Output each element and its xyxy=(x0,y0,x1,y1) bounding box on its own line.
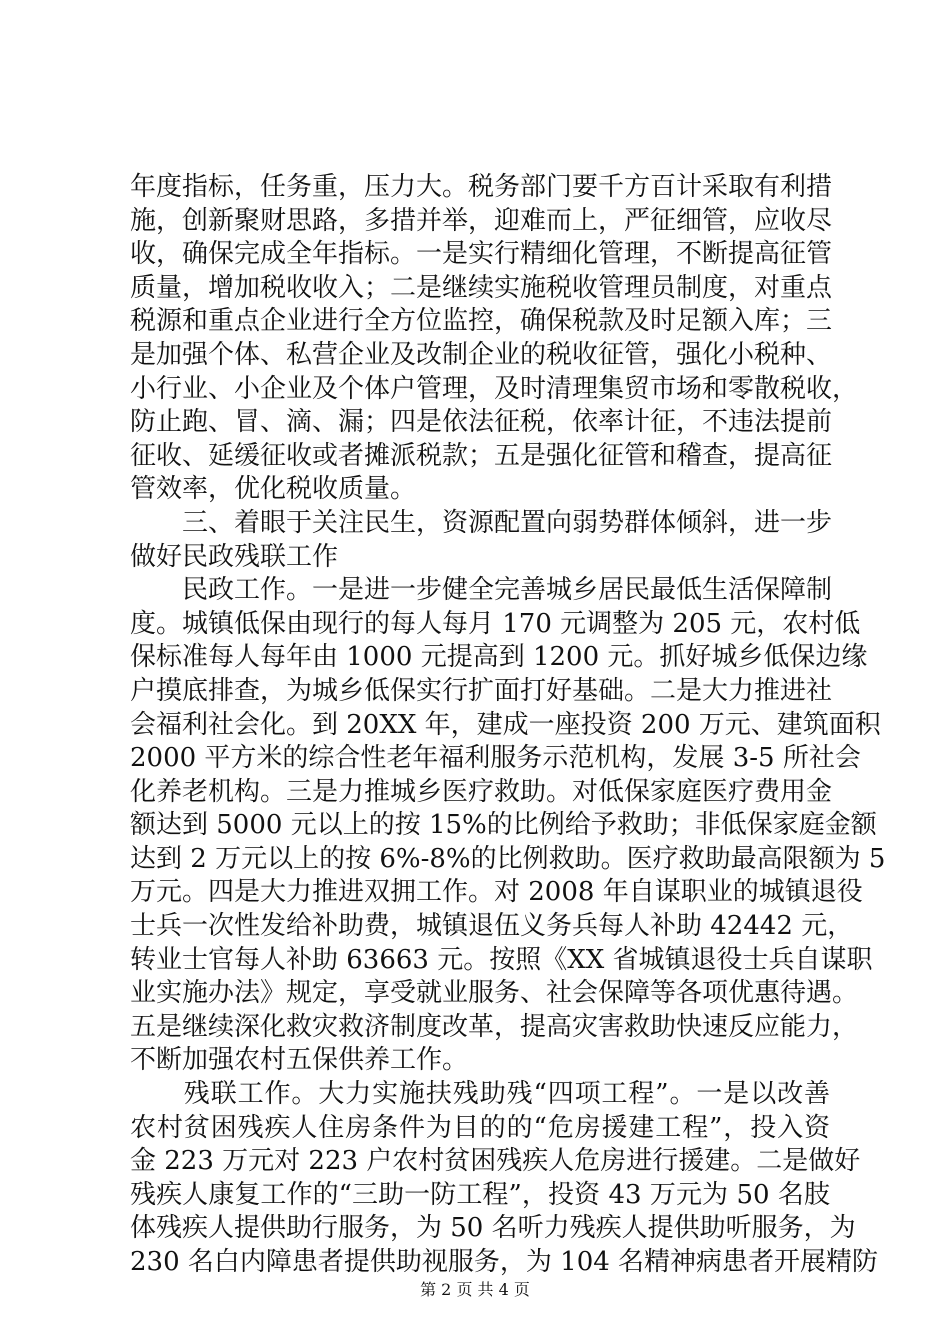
paragraph-civil-affairs xyxy=(130,574,886,1078)
text-line: 达到 2 万元以上的按 6%-8%的比例救助。医疗救助最高限额为 5 xyxy=(130,843,886,874)
text-line: 残联工作。大力实施扶残助残“四项工程”。一是以改善 xyxy=(130,1079,830,1110)
text-line: 施，创新聚财思路，多措并举，迎难而上，严征细管，应收尽 xyxy=(130,205,833,236)
paragraph-tax-continued xyxy=(130,171,859,507)
text-line: 年度指标，任务重，压力大。税务部门要千方百计采取有利措 xyxy=(130,172,833,202)
text-line: 五是继续深化救灾救济制度改革，提高灾害救助快速反应能力， xyxy=(130,1011,859,1042)
text-line: 转业士官每人补助 63663 元。按照《XX 省城镇退役士兵自谋职 xyxy=(130,944,873,975)
text-line: 体残疾人提供助行服务，为 50 名听力残疾人提供助听服务，为 xyxy=(130,1213,856,1244)
text-line: 士兵一次性发给补助费，城镇退伍义务兵每人补助 42442 元， xyxy=(130,911,854,942)
text-line: 防止跑、冒、滴、漏；四是依法征税，依率计征，不违法提前 xyxy=(130,407,833,438)
text-line: 额达到 5000 元以上的按 15%的比例给予救助；非低保家庭金额 xyxy=(130,810,877,841)
text-line: 230 名白内障患者提供助视服务，为 104 名精神病患者开展精防 xyxy=(130,1247,879,1277)
text-line: 业实施办法》规定，享受就业服务、社会保障等各项优惠待遇。 xyxy=(130,978,859,1009)
document-body xyxy=(130,171,886,1280)
heading-line: 做好民政残联工作 xyxy=(130,541,339,572)
text-line: 民政工作。一是进一步健全完善城乡居民最低生活保障制 xyxy=(130,575,833,606)
text-line: 化养老机构。三是力推城乡医疗救助。对低保家庭医疗费用金 xyxy=(130,776,833,807)
text-line: 收，确保完成全年指标。一是实行精细化管理，不断提高征管 xyxy=(130,239,833,270)
heading-line: 三、着眼于关注民生，资源配置向弱势群体倾斜，进一步 xyxy=(130,507,833,538)
text-line: 万元。四是大力推进双拥工作。对 2008 年自谋职业的城镇退役 xyxy=(130,877,863,908)
text-line: 会福利社会化。到 20XX 年，建成一座投资 200 万元、建筑面积 xyxy=(130,709,881,740)
text-line: 是加强个体、私营企业及改制企业的税收征管，强化小税种、 xyxy=(130,339,833,370)
text-line: 度。城镇低保由现行的每人每月 170 元调整为 205 元，农村低 xyxy=(130,608,861,639)
text-line: 金 223 万元对 223 户农村贫困残疾人危房进行援建。二是做好 xyxy=(130,1146,861,1177)
text-line: 农村贫困残疾人住房条件为目的的“危房援建工程”，投入资 xyxy=(130,1112,830,1143)
text-line: 2000 平方米的综合性老年福利服务示范机构，发展 3-5 所社会 xyxy=(130,743,861,774)
text-line: 户摸底排查，为城乡低保实行扩面打好基础。二是大力推进社 xyxy=(130,675,833,706)
page-number-footer: 第 2 页 共 4 页 xyxy=(420,1280,530,1299)
text-line: 税源和重点企业进行全方位监控，确保税款及时足额入库；三 xyxy=(130,306,833,337)
text-line: 不断加强农村五保供养工作。 xyxy=(130,1045,469,1076)
text-line: 残疾人康复工作的“三助一防工程”，投资 43 万元为 50 名肢 xyxy=(130,1179,830,1210)
text-line: 征收、延缓征收或者摊派税款；五是强化征管和稽查，提高征 xyxy=(130,440,833,471)
section-heading-three xyxy=(130,507,833,574)
text-line: 质量，增加税收收入；二是继续实施税收管理员制度，对重点 xyxy=(130,272,833,303)
text-line: 小行业、小企业及个体户管理，及时清理集贸市场和零散税收， xyxy=(130,373,859,404)
text-line: 管效率，优化税收质量。 xyxy=(130,474,417,505)
text-line: 保标准每人每年由 1000 元提高到 1200 元。抓好城乡低保边缘 xyxy=(130,642,868,673)
paragraph-disabled-federation xyxy=(130,1078,879,1280)
